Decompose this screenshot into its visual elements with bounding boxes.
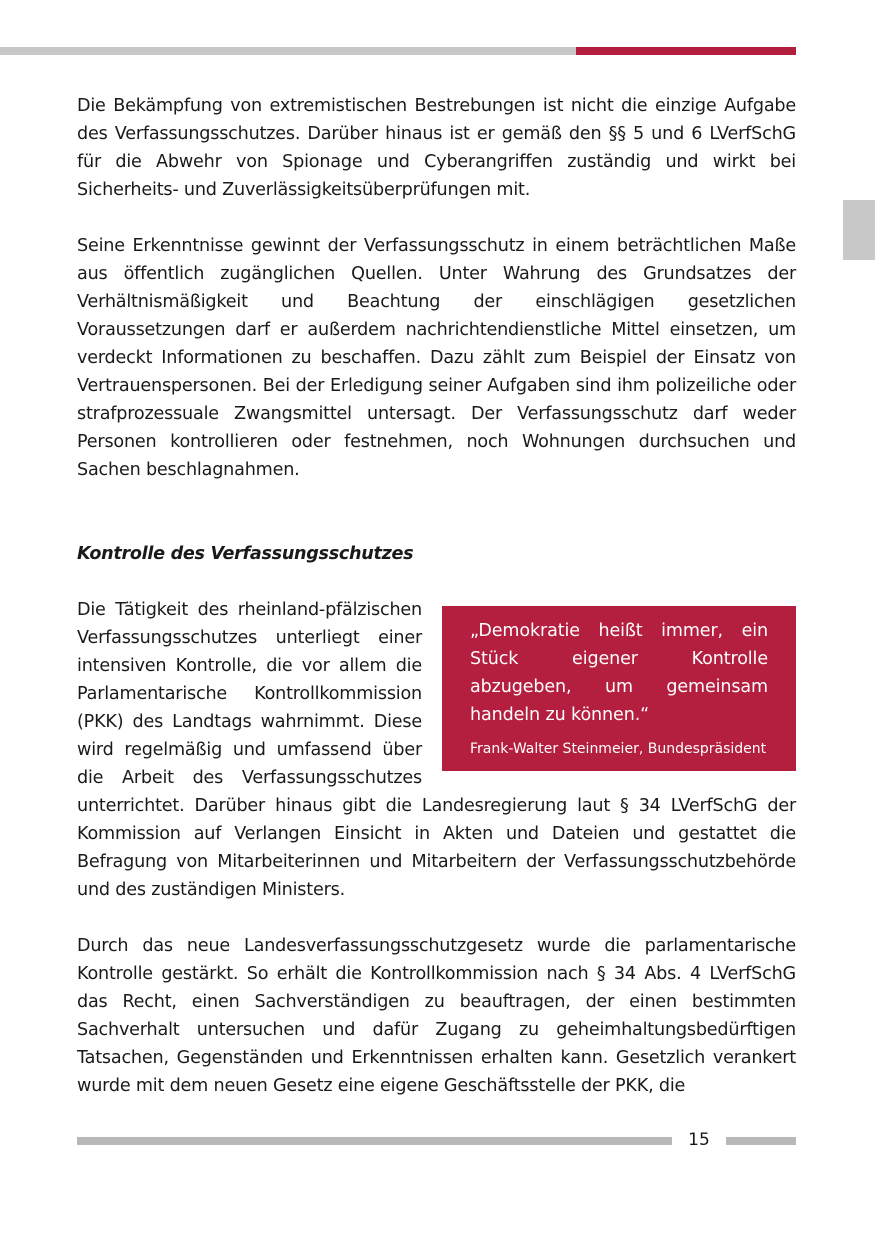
page-body <box>77 92 796 1100</box>
header-rule-grey <box>0 47 576 55</box>
quote-box <box>442 606 796 771</box>
footer-rule-left <box>77 1137 672 1145</box>
quote-text: „Demokratie heißt immer, ein Stück eigener Kontrolle abzugeben, um gemeinsam handeln zu können.“ <box>470 621 768 725</box>
control-section <box>77 596 796 904</box>
page-number: 15 <box>688 1130 710 1150</box>
chapter-side-tab <box>843 200 875 260</box>
quote-author: Frank-Walter Steinmeier, Bundespräsident <box>470 741 767 757</box>
header-rule-accent <box>576 47 796 55</box>
paragraph-tasks: Die Bekämpfung von extremistischen Bestrebungen ist nicht die einzige Aufgabe des Verfassungsschutzes. Darüber hinaus ist er gemäß den §§ 5 und 6 LVerfSchG für die Abwehr von Spionage und Cyberangriffen zuständig und wirkt bei Sicherheits- und Zuverlässigkeitsüberprüfungen mit. <box>77 96 796 200</box>
paragraph-control: Die Tätigkeit des rheinland-pfälzischen Verfassungsschutzes unterliegt einer intensiven Kontrolle, die vor allem die Parlamentarische Kontrollkommission (PKK) des Landtags wahrnimmt. Diese wird regelmäßig und umfassend über die Arbeit des Verfassungsschutzes unterrichtet. Darüber hinaus gibt die Landesregierung laut § 34 LVerfSchG der Kommission auf Verlangen Einsicht in Akten und Dateien und gestattet die Befragung von Mitarbeiterinnen und Mitarbeitern der Verfassungsschutzbehörde und des zuständigen Ministers. <box>77 600 796 900</box>
paragraph-sources: Seine Erkenntnisse gewinnt der Verfassungsschutz in einem beträchtlichen Maße aus öffentlich zugänglichen Quellen. Unter Wahrung des Grundsatzes der Verhältnismäßigkeit und Beachtung der einschlägigen gesetzlichen Voraussetzungen darf er außerdem nachrichtendienstliche Mittel einsetzen, um verdeckt Informationen zu beschaffen. Dazu zählt zum Beispiel der Einsatz von Vertrauenspersonen. Bei der Erledigung seiner Aufgaben sind ihm polizeiliche oder strafprozessuale Zwangsmittel untersagt. Der Verfassungsschutz darf weder Personen kontrollieren oder festnehmen, noch Wohnungen durchsuchen und Sachen beschlagnahmen. <box>77 236 796 480</box>
footer-rule-right <box>726 1137 796 1145</box>
section-heading: Kontrolle des Verfassungsschutzes <box>77 544 414 564</box>
paragraph-new-law: Durch das neue Landesverfassungsschutzgesetz wurde die parlamentarische Kontrolle gestärkt. So erhält die Kontrollkommission nach § 34 Abs. 4 LVerfSchG das Recht, einen Sachverständigen zu beauftragen, der einen bestimmten Sachverhalt untersuchen und dafür Zugang zu geheimhaltungsbedürftigen Tatsachen, Gegenständen und Erkenntnissen erhalten kann. Gesetzlich verankert wurde mit dem neuen Gesetz eine eigene Geschäftsstelle der PKK, die <box>77 936 796 1096</box>
